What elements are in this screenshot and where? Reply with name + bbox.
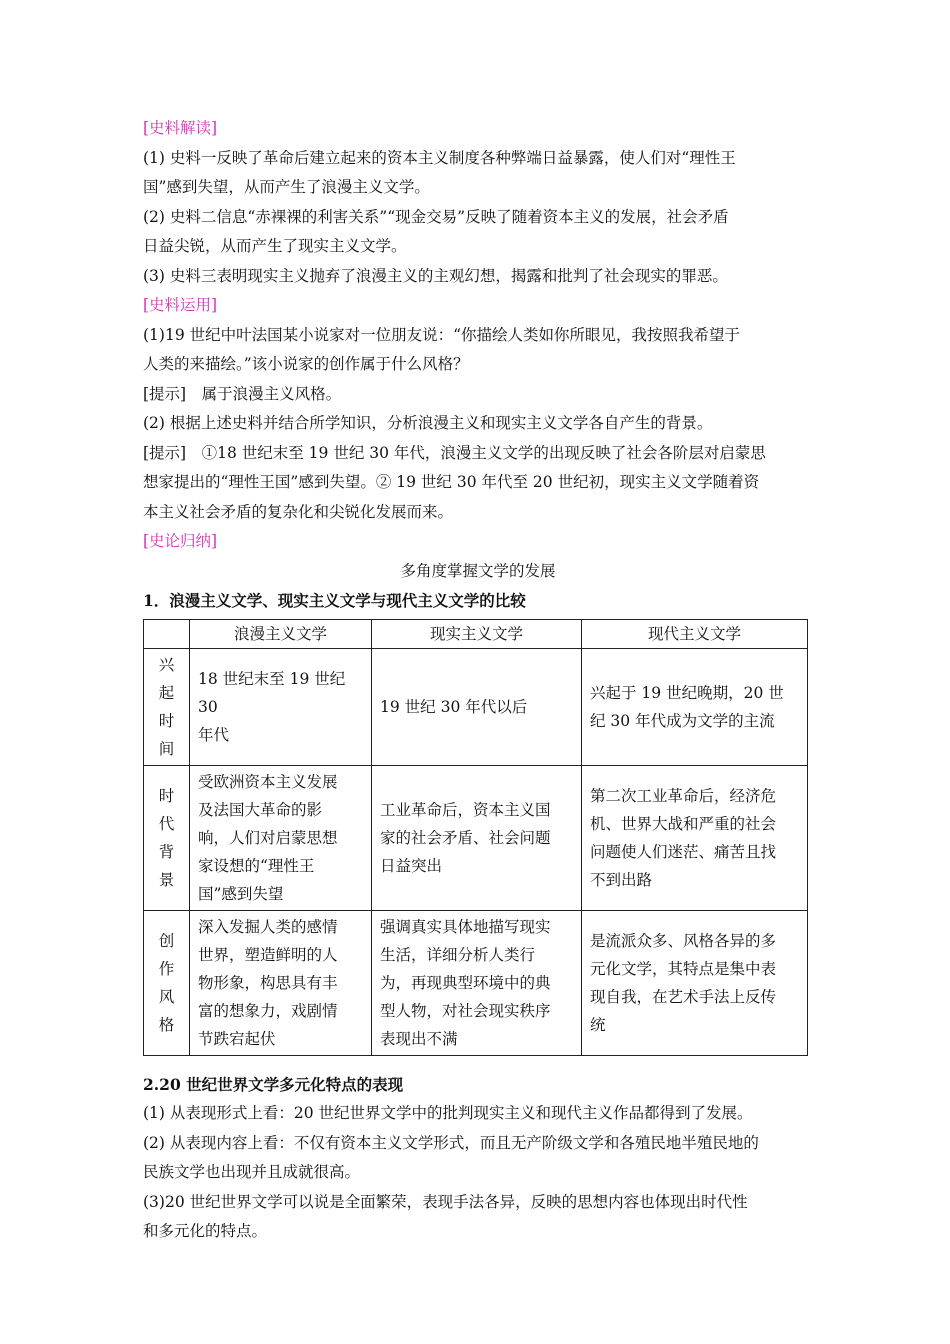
table-cell: 是流派众多、风格各异的多 元化文学，其特点是集中表 现自我，在艺术手法上反传 统: [582, 910, 808, 1055]
table-cell: 第二次工业革命后，经济危 机、世界大战和严重的社会 问题使人们迷茫、痛苦且找 不到出路: [582, 765, 808, 910]
table-cell: 强调真实具体地描写现实 生活，详细分析人类行 为，再现典型环境中的典 型人物，对社会现实秩序 表现出不满: [372, 910, 582, 1055]
document-page: [143, 114, 813, 1247]
features-subtitle: 2.20 世纪世界文学多元化特点的表现: [143, 1074, 404, 1094]
summary-line: (1) 从表现形式上看：20 世纪世界文学中的批判现实主义和现代主义作品都得到了发展。: [143, 1104, 753, 1122]
usage-line: 想家提出的“理性王国”感到失望。② 19 世纪 30 年代至 20 世纪初，现实主义文学随着资: [143, 473, 760, 491]
summary-line: 民族文学也出现并且成就很高。: [143, 1163, 361, 1181]
row-label: 创 作 风 格: [144, 910, 190, 1055]
comparison-subtitle: 1．浪漫主义文学、现实主义文学与现代主义文学的比较: [143, 591, 526, 610]
reading-line: (1) 史料一反映了革命后建立起来的资本主义制度各种弊端日益暴露，使人们对“理性王: [143, 148, 736, 167]
summary-line: 和多元化的特点。: [143, 1222, 268, 1240]
spacer: [143, 1056, 813, 1070]
table-cell: 18 世纪末至 19 世纪 30 年代: [190, 648, 372, 765]
table-header-cell: [144, 619, 190, 648]
table-cell: 兴起于 19 世纪晚期，20 世 纪 30 年代成为文学的主流: [582, 648, 808, 765]
reading-line: (3) 史料三表明现实主义抛弃了浪漫主义的主观幻想，揭露和批判了社会现实的罪恶。: [143, 266, 728, 285]
usage-line: [提示] ①18 世纪末至 19 世纪 30 年代，浪漫主义文学的出现反映了社会各阶层对启蒙思: [143, 443, 766, 462]
summary-line: (2) 从表现内容上看：不仅有资本主义文学形式，而且无产阶级文学和各殖民地半殖民地的: [143, 1133, 759, 1152]
summary-title: 多角度掌握文学的发展: [400, 561, 556, 580]
row-label: 兴 起 时 间: [144, 648, 190, 765]
row-label: 时 代 背 景: [144, 765, 190, 910]
table-header-row: [144, 619, 808, 648]
reading-line: 日益尖锐，从而产生了现实主义文学。: [143, 237, 407, 255]
section-heading-summary: [史论归纳]: [143, 532, 218, 550]
usage-line: 人类的来描绘。”该小说家的创作属于什么风格？: [143, 355, 469, 373]
table-header-cell: 现代主义文学: [582, 619, 808, 648]
table-row: [144, 765, 808, 910]
usage-line: (2) 根据上述史料并结合所学知识，分析浪漫主义和现实主义文学各自产生的背景。: [143, 414, 713, 432]
usage-line: 本主义社会矛盾的复杂化和尖锐化发展而来。: [143, 502, 454, 521]
section-heading-reading: [史料解读]: [143, 119, 218, 137]
usage-line: (1)19 世纪中叶法国某小说家对一位朋友说：“你描绘人类如你所眼见，我按照我希望于: [143, 325, 741, 344]
table-row: [144, 910, 808, 1055]
reading-line: 国”感到失望，从而产生了浪漫主义文学。: [143, 178, 430, 196]
table-row: [144, 648, 808, 765]
table-cell: 工业革命后，资本主义国 家的社会矛盾、社会问题 日益突出: [372, 765, 582, 910]
table-cell: 深入发掘人类的感情 世界，塑造鲜明的人 物形象，构思具有丰 富的想象力，戏剧情 节跌宕起伏: [190, 910, 372, 1055]
table-header-cell: 浪漫主义文学: [190, 619, 372, 648]
usage-line: [提示] 属于浪漫主义风格。: [143, 384, 342, 403]
table-header-cell: 现实主义文学: [372, 619, 582, 648]
summary-line: (3)20 世纪世界文学可以说是全面繁荣，表现手法各异，反映的思想内容也体现出时代性: [143, 1192, 748, 1211]
table-cell: 受欧洲资本主义发展 及法国大革命的影 响，人们对启蒙思想 家设想的“理性王 国”感到失望: [190, 765, 372, 910]
comparison-table: [143, 619, 808, 1056]
reading-line: (2) 史料二信息“赤裸裸的利害关系”“现金交易”反映了随着资本主义的发展，社会矛盾: [143, 207, 729, 226]
section-heading-usage: [史料运用]: [143, 296, 218, 314]
table-cell: 19 世纪 30 年代以后: [372, 648, 582, 765]
